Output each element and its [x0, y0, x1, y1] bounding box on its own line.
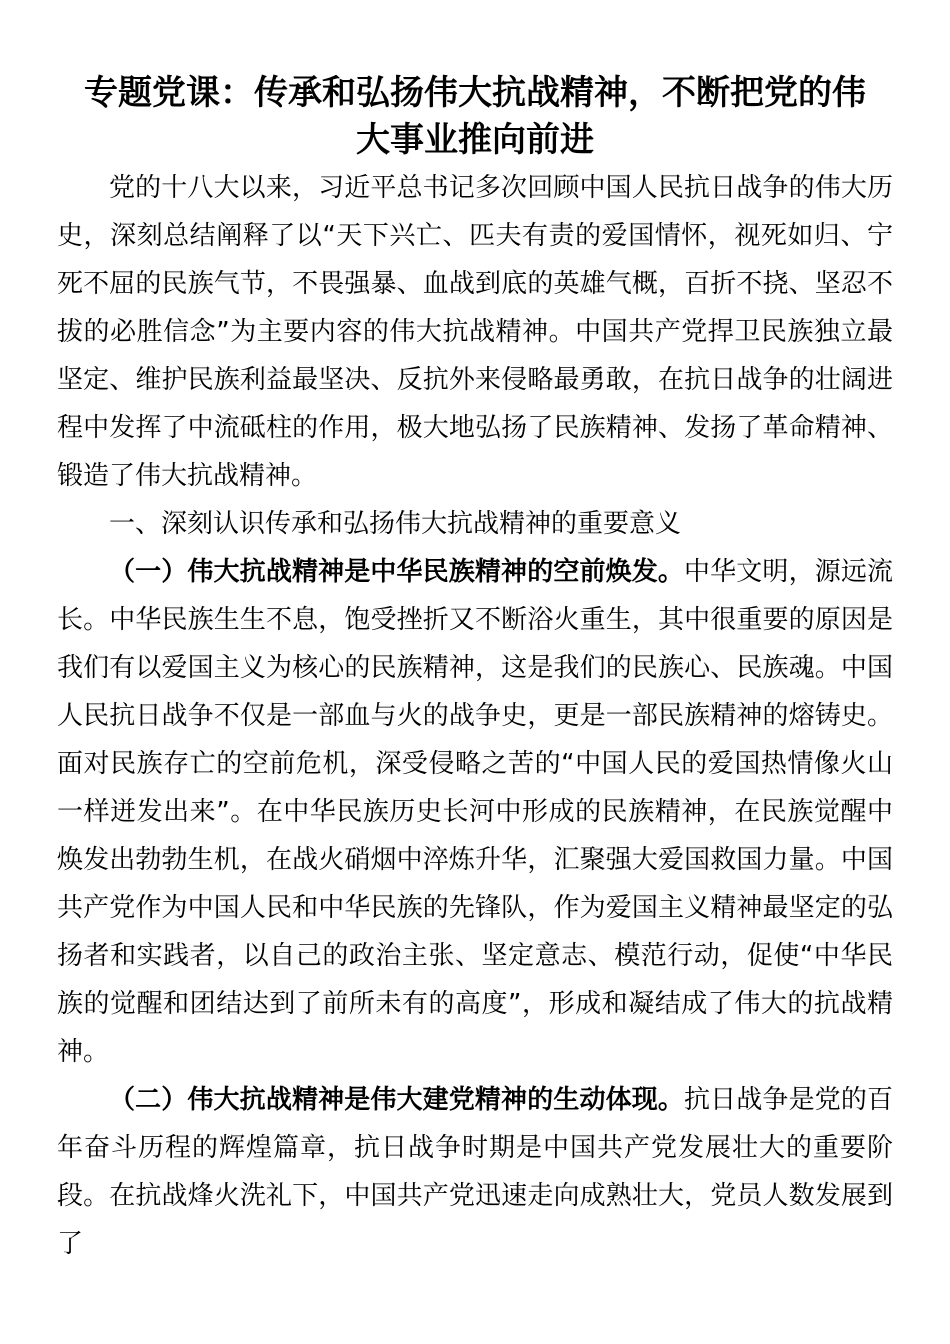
subsection-1-body: 中华文明，源远流长。中华民族生生不息，饱受挫折又不断浴火重生，其中很重要的原因是我们有以爱国主义为核心的民族精神，这是我们的民族心、民族魂。中国人民抗日战争不仅是一部血与火的战争史，更是一部民族精神的熔铸史。面对民族存亡的空前危机，深受侵略之苦的“中国人民的爱国热情像火山一样迸发出来”。在中华民族历史长河中形成的民族精神，在民族觉醒中焕发出勃勃生机，在战火硝烟中淬炼升华，汇聚强大爱国救国力量。中国共产党作为中国人民和中华民族的先锋队，作为爱国主义精神最坚定的弘扬者和实践者，以自己的政治主张、坚定意志、模范行动，促使“中华民族的觉醒和团结达到了前所未有的高度”，形成和凝结成了伟大的抗战精神。 [57, 557, 893, 1067]
subsection-1-paragraph [57, 548, 893, 1076]
intro-paragraph: 党的十八大以来，习近平总书记多次回顾中国人民抗日战争的伟大历史，深刻总结阐释了以“天下兴亡、匹夫有责的爱国情怀，视死如归、宁死不屈的民族气节，不畏强暴、血战到底的英雄气概，百折不挠、坚忍不拔的必胜信念”为主要内容的伟大抗战精神。中国共产党捍卫民族独立最坚定、维护民族利益最坚决、反抗外来侵略最勇敢，在抗日战争的壮阔进程中发挥了中流砥柱的作用，极大地弘扬了民族精神、发扬了革命精神、锻造了伟大抗战精神。 [57, 173, 893, 491]
section-1-heading: 一、深刻认识传承和弘扬伟大抗战精神的重要意义 [109, 509, 682, 539]
subsection-1-lead: （一）伟大抗战精神是中华民族精神的空前焕发。 [109, 557, 685, 587]
subsection-2-body: 抗日战争是党的百年奋斗历程的辉煌篇章，抗日战争时期是中国共产党发展壮大的重要阶段。在抗战烽火洗礼下，中国共产党迅速走向成熟壮大，党员人数发展到了 [57, 1085, 893, 1259]
document-title: 专题党课：传承和弘扬伟大抗战精神，不断把党的伟大事业推向前进 [84, 73, 866, 160]
subsection-2-lead: （二）伟大抗战精神是伟大建党精神的生动体现。 [109, 1085, 685, 1115]
subsection-2-paragraph [57, 1076, 893, 1268]
